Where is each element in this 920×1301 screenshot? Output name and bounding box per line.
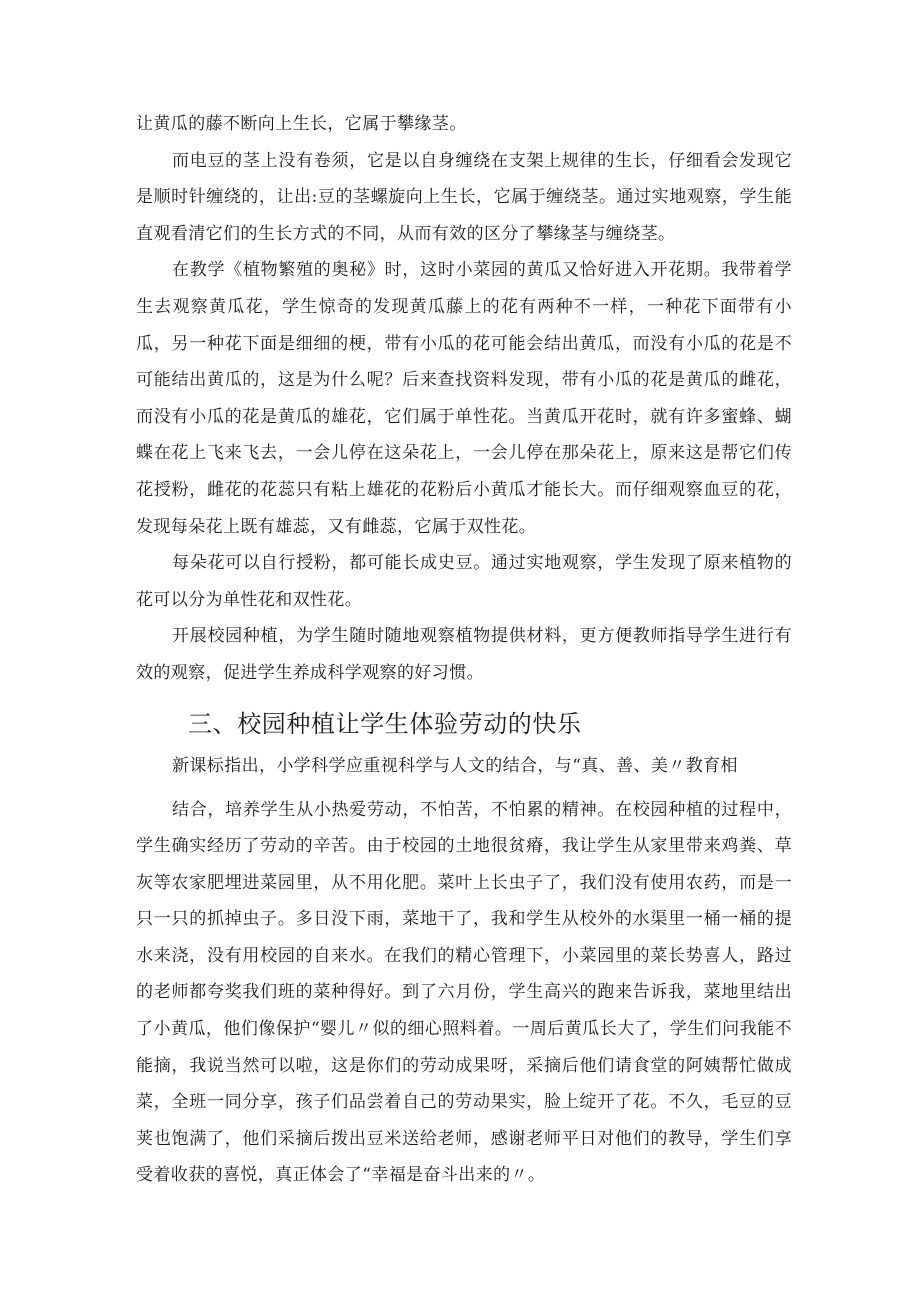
paragraph-1: 而电豆的茎上没有卷须，它是以自身缠绕在支架上规律的生长，仔细看会发现它是顺时针缠绕的，让出:豆的茎螺旋向上生长，它属于缠绕茎。通过实地观察，学生能直观看清它们的生长方式的不同，从而有效的区分了攀缘茎与缠绕茎。 (136, 150, 792, 244)
paragraph-0: 让黄瓜的藤不断向上生长，它属于攀缘茎。 (136, 114, 467, 134)
paragraph-4: 开展校园种植，为学生随时随地观察植物提供材料，更方便教师指导学生进行有效的观察，促进学生养成科学观察的好习惯。 (136, 626, 792, 683)
lead-line: 新课标指出，小学科学应重视科学与人文的结合，与“真、善、美〃教育相 (172, 755, 738, 776)
document-body (136, 106, 792, 1194)
paragraph-3: 每朵花可以自行授粉，都可能长成史豆。通过实地观察，学生发现了原来植物的花可以分为单性花和双性花。 (136, 553, 792, 610)
paragraph-5: 结合，培养学生从小热爱劳动，不怕苦，不怕累的精神。在校园种植的过程中，学生确实经历了劳动的辛苦。由于校园的土地很贫瘠，我让学生从家里带来鸡粪、草灰等农家肥埋进菜园里，从不用化肥。菜叶上长虫子了，我们没有使用农药，而是一只一只的抓掉虫子。多日没下雨，菜地干了，我和学生从校外的水渠里一桶一桶的提水来浇，没有用校园的自来水。在我们的精心管理下，小菜园里的菜长势喜人，路过的老师都夸奖我们班的菜种得好。到了六月份，学生高兴的跑来告诉我，菜地里结出了小黄瓜，他们像保护“婴儿〃似的细心照料着。一周后黄瓜长大了，学生们问我能不能摘，我说当然可以啦，这是你们的劳动成果呀，采摘后他们请食堂的阿姨帮忙做成菜，全班一同分享，孩子们品尝着自己的劳动果实，脸上绽开了花。不久，毛豆的豆荚也饱满了，他们采摘后拨出豆米送给老师，感谢老师平日对他们的教导，学生们享受着收获的喜悦，真正体会了“幸福是奋斗出来的〃。 (136, 799, 792, 1186)
section-heading: 三、校园种植让学生体验劳动的快乐 (188, 709, 582, 738)
paragraph-2: 在教学《植物繁殖的奥秘》时，这时小菜园的黄瓜又恰好进入开花期。我带着学生去观察黄瓜花，学生惊奇的发现黄瓜藤上的花有两种不一样，一种花下面带有小瓜，另一种花下面是细细的梗，带有小瓜的花可能会结出黄瓜，而没有小瓜的花是不可能结出黄瓜的，这是为什么呢？后来查找资料发现，带有小瓜的花是黄瓜的雌花，而没有小瓜的花是黄瓜的雄花，它们属于单性花。当黄瓜开花时，就有许多蜜蜂、蝴蝶在花上飞来飞去，一会儿停在这朵花上，一会儿停在那朵花上，原来这是帮它们传花授粉，雌花的花蕊只有粘上雄花的花粉后小黄瓜才能长大。而仔细观察血豆的花，发现每朵花上既有雄蕊，又有雌蕊，它属于双性花。 (136, 260, 792, 537)
